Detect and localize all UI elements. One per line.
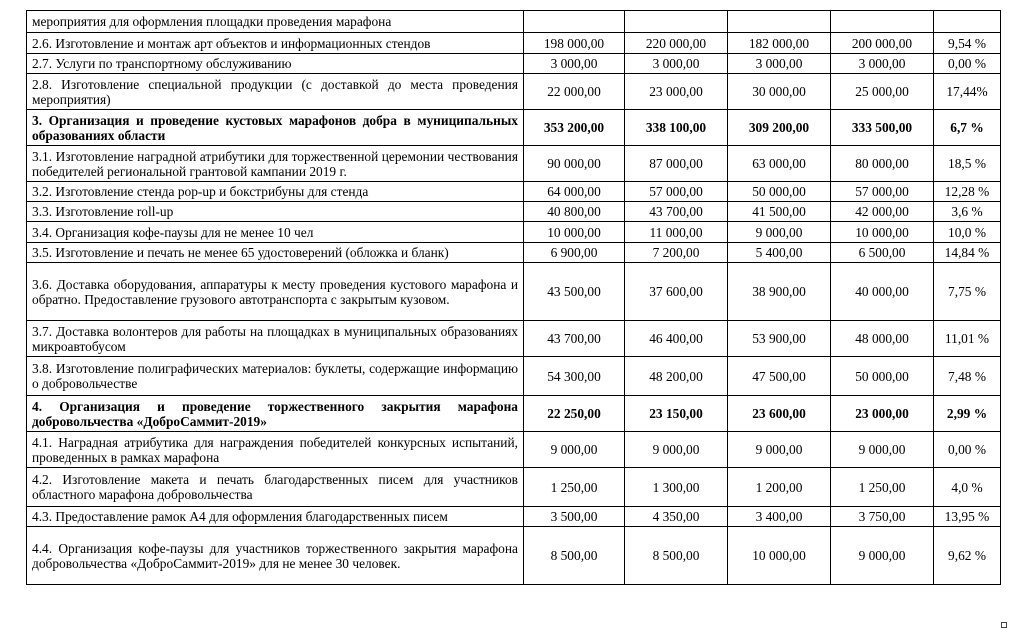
item-description: 3. Организация и проведение кустовых марафонов добра в муниципальных образованиях области	[27, 110, 524, 146]
item-description: 2.8. Изготовление специальной продукции (с доставкой до места проведения мероприятия)	[27, 74, 524, 110]
amount-col-2: 43 700,00	[625, 202, 728, 222]
budget-table-body	[27, 11, 1001, 585]
item-description: 3.7. Доставка волонтеров для работы на площадках в муниципальных образованиях микроавтобусом	[27, 321, 524, 357]
amount-col-4: 48 000,00	[831, 321, 934, 357]
item-description: 4.1. Наградная атрибутика для награждения победителей конкурсных испытаний, проведенных в рамках марафона	[27, 432, 524, 468]
amount-col-2: 220 000,00	[625, 33, 728, 54]
table-row	[27, 202, 1001, 222]
amount-col-4: 6 500,00	[831, 243, 934, 263]
amount-col-4: 40 000,00	[831, 263, 934, 321]
percent-cell: 13,95 %	[934, 507, 1001, 527]
amount-col-2: 338 100,00	[625, 110, 728, 146]
table-row	[27, 527, 1001, 585]
amount-col-3: 182 000,00	[728, 33, 831, 54]
amount-col-3: 9 000,00	[728, 432, 831, 468]
table-row	[27, 263, 1001, 321]
amount-col-1: 9 000,00	[524, 432, 625, 468]
budget-table	[26, 10, 1001, 585]
amount-col-1	[524, 11, 625, 33]
amount-col-4: 333 500,00	[831, 110, 934, 146]
amount-col-1: 198 000,00	[524, 33, 625, 54]
amount-col-4	[831, 11, 934, 33]
item-description: 3.5. Изготовление и печать не менее 65 удостоверений (обложка и бланк)	[27, 243, 524, 263]
percent-cell: 14,84 %	[934, 243, 1001, 263]
amount-col-2: 87 000,00	[625, 146, 728, 182]
table-row	[27, 222, 1001, 243]
percent-cell: 0,00 %	[934, 432, 1001, 468]
amount-col-4: 80 000,00	[831, 146, 934, 182]
item-description: 3.6. Доставка оборудования, аппаратуры к месту проведения кустового марафона и обратно. Предоставление грузового автотранспорта с закрытым кузовом.	[27, 263, 524, 321]
amount-col-2	[625, 11, 728, 33]
table-row	[27, 357, 1001, 396]
table-row	[27, 507, 1001, 527]
percent-cell: 7,75 %	[934, 263, 1001, 321]
percent-cell	[934, 11, 1001, 33]
amount-col-4: 57 000,00	[831, 182, 934, 202]
amount-col-1: 40 800,00	[524, 202, 625, 222]
table-row	[27, 74, 1001, 110]
amount-col-1: 22 250,00	[524, 396, 625, 432]
amount-col-3: 309 200,00	[728, 110, 831, 146]
amount-col-4: 3 750,00	[831, 507, 934, 527]
amount-col-4: 42 000,00	[831, 202, 934, 222]
item-description: 3.4. Организация кофе-паузы для не менее 10 чел	[27, 222, 524, 243]
table-row	[27, 54, 1001, 74]
amount-col-3: 63 000,00	[728, 146, 831, 182]
amount-col-3: 1 200,00	[728, 468, 831, 507]
amount-col-3: 10 000,00	[728, 527, 831, 585]
amount-col-4: 25 000,00	[831, 74, 934, 110]
amount-col-1: 3 000,00	[524, 54, 625, 74]
amount-col-2: 11 000,00	[625, 222, 728, 243]
amount-col-2: 57 000,00	[625, 182, 728, 202]
amount-col-1: 90 000,00	[524, 146, 625, 182]
amount-col-1: 6 900,00	[524, 243, 625, 263]
amount-col-1: 43 500,00	[524, 263, 625, 321]
item-description: 3.1. Изготовление наградной атрибутики для торжественной церемонии чествования победителей региональной грантовой кампании 2019 г.	[27, 146, 524, 182]
amount-col-2: 7 200,00	[625, 243, 728, 263]
table-row	[27, 33, 1001, 54]
amount-col-1: 54 300,00	[524, 357, 625, 396]
percent-cell: 9,54 %	[934, 33, 1001, 54]
table-row	[27, 182, 1001, 202]
amount-col-3: 3 400,00	[728, 507, 831, 527]
amount-col-4: 9 000,00	[831, 432, 934, 468]
amount-col-4: 23 000,00	[831, 396, 934, 432]
item-description: 4.4. Организация кофе-паузы для участников торжественного закрытия марафона добровольчества «ДоброСаммит-2019» для не менее 30 человек.	[27, 527, 524, 585]
amount-col-2: 46 400,00	[625, 321, 728, 357]
amount-col-2: 1 300,00	[625, 468, 728, 507]
amount-col-1: 3 500,00	[524, 507, 625, 527]
amount-col-3: 47 500,00	[728, 357, 831, 396]
amount-col-3: 9 000,00	[728, 222, 831, 243]
amount-col-2: 48 200,00	[625, 357, 728, 396]
amount-col-1: 353 200,00	[524, 110, 625, 146]
percent-cell: 9,62 %	[934, 527, 1001, 585]
amount-col-1: 1 250,00	[524, 468, 625, 507]
amount-col-3: 53 900,00	[728, 321, 831, 357]
item-description: 3.8. Изготовление полиграфических материалов: буклеты, содержащие информацию о добровольчестве	[27, 357, 524, 396]
percent-cell: 6,7 %	[934, 110, 1001, 146]
percent-cell: 7,48 %	[934, 357, 1001, 396]
item-description: мероприятия для оформления площадки проведения марафона	[27, 11, 524, 33]
amount-col-4: 50 000,00	[831, 357, 934, 396]
item-description: 4.3. Предоставление рамок А4 для оформления благодарственных писем	[27, 507, 524, 527]
amount-col-3: 50 000,00	[728, 182, 831, 202]
percent-cell: 11,01 %	[934, 321, 1001, 357]
amount-col-2: 4 350,00	[625, 507, 728, 527]
percent-cell: 10,0 %	[934, 222, 1001, 243]
amount-col-2: 23 150,00	[625, 396, 728, 432]
percent-cell: 17,44%	[934, 74, 1001, 110]
amount-col-1: 64 000,00	[524, 182, 625, 202]
percent-cell: 18,5 %	[934, 146, 1001, 182]
amount-col-3	[728, 11, 831, 33]
amount-col-3: 30 000,00	[728, 74, 831, 110]
amount-col-4: 3 000,00	[831, 54, 934, 74]
table-row	[27, 11, 1001, 33]
item-description: 3.2. Изготовление стенда pop-up и бокстрибуны для стенда	[27, 182, 524, 202]
item-description: 4.2. Изготовление макета и печать благодарственных писем для участников областного марафона добровольчества	[27, 468, 524, 507]
item-description: 2.6. Изготовление и монтаж арт объектов и информационных стендов	[27, 33, 524, 54]
amount-col-3: 3 000,00	[728, 54, 831, 74]
percent-cell: 0,00 %	[934, 54, 1001, 74]
amount-col-1: 10 000,00	[524, 222, 625, 243]
amount-col-2: 37 600,00	[625, 263, 728, 321]
amount-col-1: 43 700,00	[524, 321, 625, 357]
amount-col-2: 23 000,00	[625, 74, 728, 110]
percent-cell: 2,99 %	[934, 396, 1001, 432]
amount-col-1: 8 500,00	[524, 527, 625, 585]
amount-col-3: 5 400,00	[728, 243, 831, 263]
item-description: 4. Организация и проведение торжественного закрытия марафона добровольчества «ДоброСаммит-2019»	[27, 396, 524, 432]
percent-cell: 3,6 %	[934, 202, 1001, 222]
table-row	[27, 468, 1001, 507]
amount-col-4: 200 000,00	[831, 33, 934, 54]
percent-cell: 4,0 %	[934, 468, 1001, 507]
amount-col-4: 10 000,00	[831, 222, 934, 243]
percent-cell: 12,28 %	[934, 182, 1001, 202]
amount-col-4: 1 250,00	[831, 468, 934, 507]
amount-col-2: 9 000,00	[625, 432, 728, 468]
item-description: 2.7. Услуги по транспортному обслуживанию	[27, 54, 524, 74]
item-description: 3.3. Изготовление roll-up	[27, 202, 524, 222]
amount-col-1: 22 000,00	[524, 74, 625, 110]
amount-col-2: 8 500,00	[625, 527, 728, 585]
amount-col-3: 23 600,00	[728, 396, 831, 432]
amount-col-3: 41 500,00	[728, 202, 831, 222]
table-resize-handle[interactable]	[1001, 622, 1007, 628]
section-row	[27, 396, 1001, 432]
table-row	[27, 432, 1001, 468]
table-row	[27, 146, 1001, 182]
section-row	[27, 110, 1001, 146]
amount-col-4: 9 000,00	[831, 527, 934, 585]
amount-col-2: 3 000,00	[625, 54, 728, 74]
amount-col-3: 38 900,00	[728, 263, 831, 321]
table-row	[27, 243, 1001, 263]
table-row	[27, 321, 1001, 357]
